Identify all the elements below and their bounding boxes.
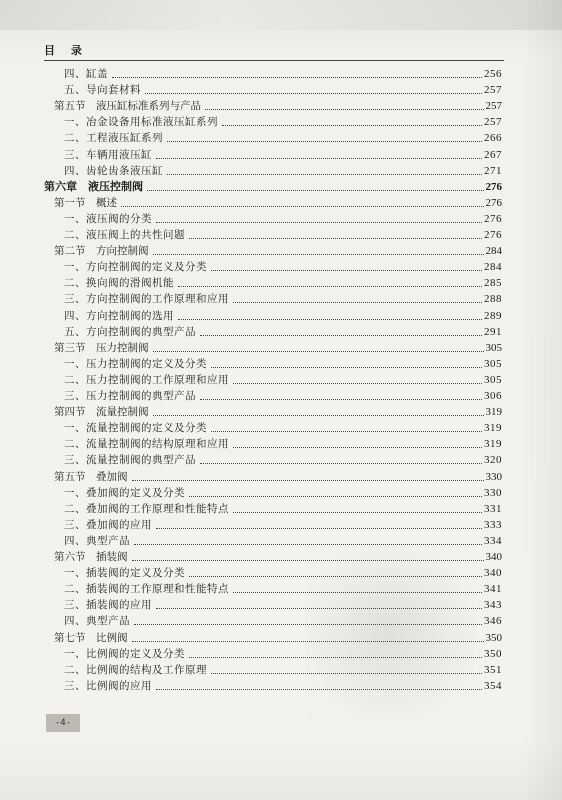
toc-entry-label: 第四节 流量控制阀: [54, 406, 149, 419]
toc-leader-dots: [132, 470, 484, 481]
toc-entry-item: [64, 226, 502, 242]
toc-entry-label: 三、叠加阀的应用: [64, 518, 152, 531]
toc-entry-section: [54, 403, 502, 419]
toc-entry-page-number: 266: [484, 132, 502, 145]
toc-entry-item: [64, 274, 502, 290]
toc-entry-item: [64, 532, 502, 548]
toc-entry-label: 第五节 液压缸标准系列与产品: [54, 100, 201, 113]
toc-leader-dots: [233, 373, 482, 384]
toc-entry-label: 一、方向控制阀的定义及分类: [64, 261, 207, 274]
toc-entry-label: 第五节 叠加阀: [54, 470, 128, 483]
toc-entry-label: 第六章 液压控制阀: [44, 179, 143, 193]
toc-leader-dots: [211, 421, 482, 432]
toc-leader-dots: [167, 164, 482, 175]
toc-entry-item: [64, 580, 502, 596]
toc-entry-page-number: 257: [484, 116, 502, 129]
toc-entry-label: 一、流量控制阀的定义及分类: [64, 422, 207, 435]
toc-leader-dots: [233, 292, 482, 303]
toc-leader-dots: [211, 663, 482, 674]
toc-entry-page-number: 284: [485, 245, 502, 258]
toc-leader-dots: [134, 534, 482, 545]
toc-leader-dots: [189, 647, 482, 658]
toc-leader-dots: [156, 679, 482, 690]
toc-entry-item: [64, 65, 502, 81]
toc-entry-item: [64, 484, 502, 500]
toc-entry-page-number: 276: [484, 212, 502, 225]
toc-entry-item: [64, 146, 502, 162]
toc-entry-page-number: 340: [484, 567, 502, 580]
toc-entry-item: [64, 129, 502, 145]
toc-leader-dots: [211, 357, 482, 368]
toc-leader-dots: [153, 405, 484, 416]
toc-leader-dots: [145, 83, 482, 94]
toc-leader-dots: [167, 131, 482, 142]
toc-entry-label: 五、导向套材料: [64, 84, 141, 97]
toc-entry-page-number: 319: [484, 422, 502, 435]
toc-entry-label: 一、叠加阀的定义及分类: [64, 486, 185, 499]
toc-entry-page-number: 267: [484, 148, 502, 161]
toc-leader-dots: [222, 115, 482, 126]
toc-entry-page-number: 320: [484, 454, 502, 467]
toc-entry-page-number: 289: [484, 309, 502, 322]
toc-entry-label: 一、液压阀的分类: [64, 212, 152, 225]
toc-entry-label: 第七节 比例阀: [54, 631, 128, 644]
scan-edge-shadow: [522, 0, 562, 800]
toc-entry-page-number: 291: [484, 325, 502, 338]
toc-entry-page-number: 284: [484, 261, 502, 274]
toc-entry-page-number: 340: [485, 551, 502, 563]
toc-leader-dots: [200, 389, 482, 400]
toc-entry-label: 第一节 概述: [54, 196, 117, 209]
toc-leader-dots: [132, 550, 484, 561]
toc-leader-dots: [233, 502, 482, 513]
toc-entry-page-number: 256: [484, 68, 502, 80]
toc-entry-page-number: 330: [484, 486, 502, 499]
scan-edge-shading: [0, 0, 562, 30]
toc-entry-page-number: 271: [484, 164, 502, 177]
toc-entry-item: [64, 677, 502, 693]
toc-entry-item: [64, 500, 502, 516]
toc-entry-section: [54, 194, 502, 210]
toc-leader-dots: [153, 341, 484, 352]
toc-entry-item: [64, 516, 502, 532]
toc-leader-dots: [156, 518, 482, 529]
toc-leader-dots: [200, 325, 482, 336]
toc-entry-label: 二、压力控制阀的工作原理和应用: [64, 373, 229, 386]
toc-leader-dots: [134, 614, 482, 625]
toc-leader-dots: [189, 566, 482, 577]
toc-entry-label: 三、压力控制阀的典型产品: [64, 390, 196, 402]
toc-entry-label: 二、换向阀的滑阀机能: [64, 277, 174, 290]
page-number-footer: -4-: [46, 714, 80, 732]
toc-entry-item: [64, 258, 502, 274]
toc-entry-label: 二、工程液压缸系列: [64, 132, 163, 145]
toc-entry-label: 四、缸盖: [64, 68, 108, 80]
toc-leader-dots: [121, 196, 484, 207]
page-header-title: 目 录: [44, 44, 88, 57]
toc-entry-page-number: 333: [484, 518, 502, 531]
toc-entry-page-number: 305: [484, 357, 502, 370]
toc-entry-item: [64, 290, 502, 306]
header-rule: [44, 60, 504, 61]
toc-entry-item: [64, 371, 502, 387]
toc-entry-label: 第六节 插装阀: [54, 551, 128, 563]
toc-entry-page-number: 276: [485, 180, 502, 193]
toc-entry-label: 二、液压阀上的共性问题: [64, 229, 185, 241]
toc-entry-page-number: 341: [484, 583, 502, 596]
toc-entry-page-number: 354: [484, 679, 502, 692]
toc-entry-item: [64, 355, 502, 371]
toc-entry-label: 三、流量控制阀的典型产品: [64, 454, 196, 467]
toc-entry-page-number: 285: [484, 277, 502, 290]
toc-entry-section: [54, 97, 502, 113]
toc-leader-dots: [205, 99, 484, 110]
toc-entry-item: [64, 564, 502, 580]
toc-entry-page-number: 319: [484, 438, 502, 451]
toc-entry-chapter: [44, 178, 502, 194]
toc-entry-label: 二、比例阀的结构及工作原理: [64, 663, 207, 676]
toc-leader-dots: [156, 212, 482, 223]
toc-entry-item: [64, 307, 502, 323]
toc-leader-dots: [233, 582, 482, 593]
toc-entry-item: [64, 81, 502, 97]
toc-leader-dots: [156, 148, 482, 159]
toc-entry-item: [64, 645, 502, 661]
toc-entry-label: 三、插装阀的应用: [64, 599, 152, 612]
toc-entry-item: [64, 661, 502, 677]
toc-leader-dots: [200, 453, 482, 464]
toc-entry-label: 第二节 方向控制阀: [54, 245, 149, 258]
toc-leader-dots: [147, 180, 484, 191]
toc-leader-dots: [156, 598, 482, 609]
toc-entry-label: 三、比例阀的应用: [64, 679, 152, 692]
toc-entry-label: 三、方向控制阀的工作原理和应用: [64, 293, 229, 306]
toc-entry-page-number: 334: [484, 534, 502, 547]
toc-entry-page-number: 350: [484, 647, 502, 660]
toc-entry-label: 第三节 压力控制阀: [54, 341, 149, 354]
toc-entry-item: [64, 451, 502, 467]
toc-entry-item: [64, 419, 502, 435]
toc-entry-page-number: 257: [484, 84, 502, 97]
toc-entry-item: [64, 162, 502, 178]
toc-leader-dots: [178, 276, 482, 287]
toc-entry-page-number: 346: [484, 615, 502, 628]
toc-entry-label: 五、方向控制阀的典型产品: [64, 325, 196, 338]
toc-entry-label: 二、插装阀的工作原理和性能特点: [64, 583, 229, 596]
toc-entry-label: 二、流量控制阀的结构原理和应用: [64, 438, 229, 451]
toc-leader-dots: [112, 67, 482, 78]
toc-entry-page-number: 319: [485, 406, 502, 419]
toc-entry-label: 一、压力控制阀的定义及分类: [64, 357, 207, 370]
toc-leader-dots: [153, 244, 484, 255]
toc-entry-page-number: 331: [484, 502, 502, 515]
toc-leader-dots: [178, 309, 482, 320]
toc-entry-page-number: 276: [484, 229, 502, 241]
toc-entry-label: 四、典型产品: [64, 615, 130, 628]
toc-entry-section: [54, 339, 502, 355]
toc-leader-dots: [189, 228, 482, 239]
toc-entry-page-number: 305: [485, 341, 502, 354]
toc-entry-label: 四、方向控制阀的选用: [64, 309, 174, 322]
toc-entry-section: [54, 242, 502, 258]
toc-entry-item: [64, 113, 502, 129]
toc-entry-label: 三、车辆用液压缸: [64, 148, 152, 161]
toc-entry-page-number: 306: [484, 390, 502, 402]
toc-leader-dots: [189, 486, 482, 497]
toc-leader-dots: [211, 260, 482, 271]
toc-entry-item: [64, 435, 502, 451]
toc-entry-page-number: 350: [485, 631, 502, 644]
toc-entry-item: [64, 612, 502, 628]
toc-entry-item: [64, 210, 502, 226]
toc-entry-section: [54, 629, 502, 645]
toc-entry-section: [54, 548, 502, 564]
toc-entry-label: 一、冶金设备用标准液压缸系列: [64, 116, 218, 129]
toc-entry-item: [64, 323, 502, 339]
toc-entry-page-number: 343: [484, 599, 502, 612]
toc-entry-page-number: 351: [484, 663, 502, 676]
toc-entry-page-number: 288: [484, 293, 502, 306]
toc-leader-dots: [132, 631, 484, 642]
toc-entry-label: 一、插装阀的定义及分类: [64, 567, 185, 580]
toc-entry-label: 四、齿轮齿条液压缸: [64, 164, 163, 177]
toc-entry-item: [64, 596, 502, 612]
toc-leader-dots: [233, 437, 482, 448]
toc-entry-label: 一、比例阀的定义及分类: [64, 647, 185, 660]
toc-entry-item: [64, 387, 502, 403]
toc-entry-label: 四、典型产品: [64, 534, 130, 547]
toc-entry-page-number: 305: [484, 373, 502, 386]
toc-entry-label: 二、叠加阀的工作原理和性能特点: [64, 502, 229, 515]
toc-entry-page-number: 330: [485, 470, 502, 483]
toc-entry-page-number: 257: [485, 100, 502, 113]
toc-entry-section: [54, 468, 502, 484]
toc-entry-page-number: 276: [485, 196, 502, 209]
